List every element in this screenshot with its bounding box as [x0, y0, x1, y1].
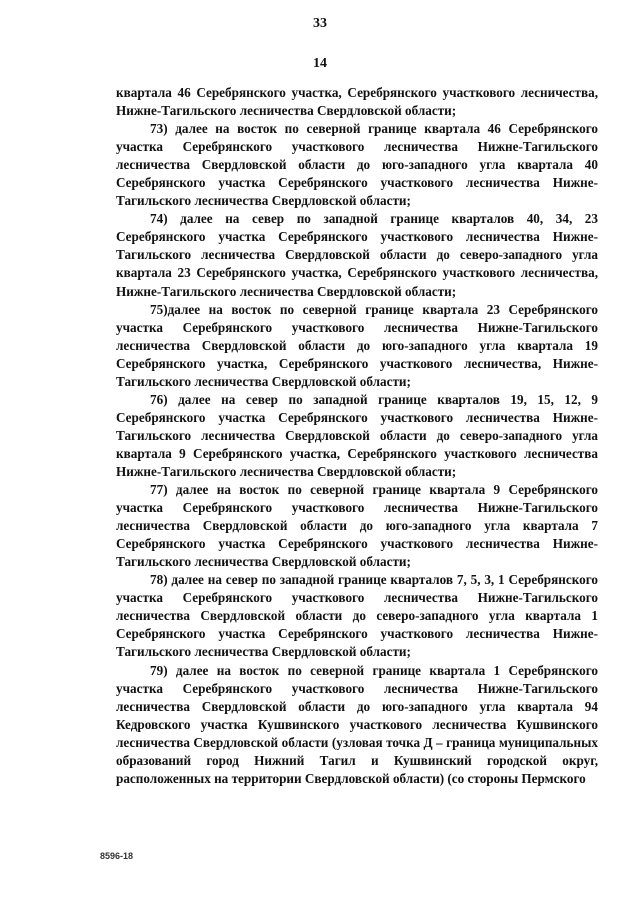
paragraph-continuation: квартала 46 Серебрянского участка, Серебрянского участкового лесничества, Нижне-Тагильского лесничества Свердловской области;	[116, 85, 598, 119]
paragraph-78: 78) далее на север по западной границе кварталов 7, 5, 3, 1 Серебрянского участка Серебрянского участкового лесничества Нижне-Тагильского лесничества Свердловской области до северо-западного угла квартала 1 Серебрянского участка Серебрянского участкового лесничества Нижне-Тагильского лесничества Свердловской области;	[116, 572, 598, 660]
paragraph-79: 79) далее на восток по северной границе квартала 1 Серебрянского участка Серебрянского участкового лесничества Нижне-Тагильского лесничества Свердловской области до юго-западного угла квартала 94 Кедровского участка Кушвинского участкового лесничества Кушвинского лесничества Свердловской области (узловая точка Д – граница муниципальных образований город Нижний Тагил и Кушвинский городской округ, расположенных на территории Свердловской области) (со стороны Пермского	[116, 662, 598, 786]
paragraph-76: 76) далее на север по западной границе кварталов 19, 15, 12, 9 Серебрянского участка Серебрянского участкового лесничества Нижне-Тагильского лесничества Свердловской области до северо-западного угла квартала 9 Серебрянского участка, Серебрянского участкового лесничества Нижне-Тагильского лесничества Свердловской области;	[116, 391, 598, 479]
paragraph-75: 75)далее на восток по северной границе квартала 23 Серебрянского участка Серебрянского участкового лесничества Нижне-Тагильского лесничества Свердловской области до юго-западного угла квартала 19 Серебрянского участка, Серебрянского участкового лесничества, Нижне-Тагильского лесничества Свердловской области;	[116, 301, 598, 389]
section-page-number: 14	[313, 56, 327, 71]
paragraph-74: 74) далее на север по западной границе кварталов 40, 34, 23 Серебрянского участка Серебрянского участкового лесничества Нижне-Тагильского лесничества Свердловской области до северо-западного угла квартала 23 Серебрянского участка, Серебрянского участкового лесничества, Нижне-Тагильского лесничества Свердловской области;	[116, 211, 598, 299]
document-body	[116, 84, 598, 788]
document-code: 8596-18	[100, 851, 134, 861]
paragraph-77: 77) далее на восток по северной границе квартала 9 Серебрянского участка Серебрянского участкового лесничества Нижне-Тагильского лесничества Свердловской области до юго-западного угла квартала 7 Серебрянского участка Серебрянского участкового лесничества Нижне-Тагильского лесничества Свердловской области;	[116, 482, 598, 570]
page-number: 33	[313, 16, 327, 31]
paragraph-73: 73) далее на восток по северной границе квартала 46 Серебрянского участка Серебрянского участкового лесничества Нижне-Тагильского лесничества Свердловской области до юго-западного угла квартала 40 Серебрянского участка Серебрянского участкового лесничества Нижне-Тагильского лесничества Свердловской области;	[116, 121, 598, 209]
